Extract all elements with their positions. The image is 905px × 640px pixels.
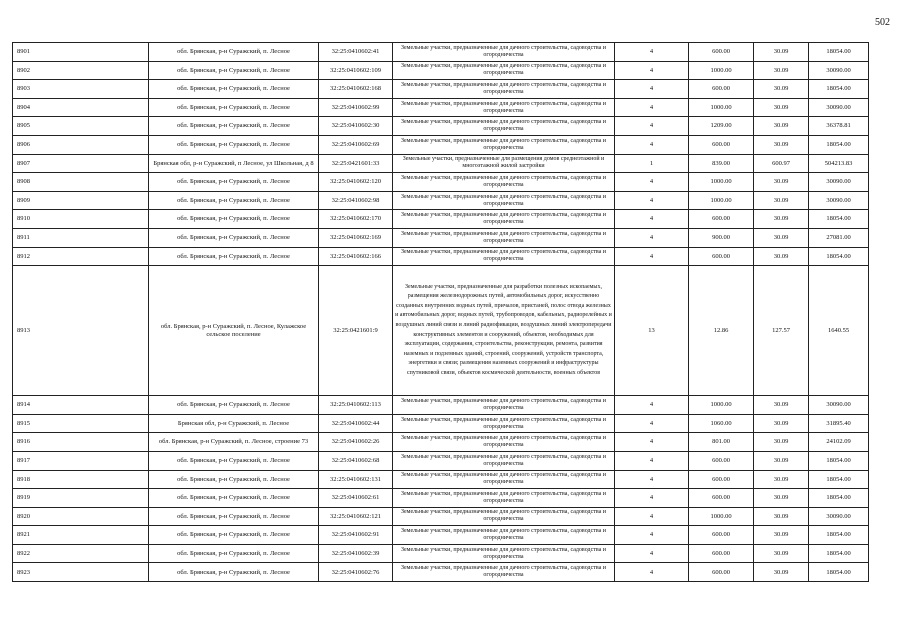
cadastral-value-cell: 30090.00: [809, 61, 869, 80]
cadastral-number-cell: 32:25:0410602:169: [319, 228, 393, 247]
row-number-cell: 8917: [13, 451, 149, 470]
area-cell: 1000.00: [689, 191, 754, 210]
row-number-cell: 8921: [13, 526, 149, 545]
group-code-cell: 4: [615, 247, 689, 266]
cadastral-value-cell: 30090.00: [809, 191, 869, 210]
group-code-cell: 4: [615, 489, 689, 508]
address-cell: обл. Брянская, р-н Суражский, п. Лесное: [149, 80, 319, 99]
rate-cell: 30.09: [754, 414, 809, 433]
address-cell: обл. Брянская, р-н Суражский, п. Лесное: [149, 507, 319, 526]
area-cell: 600.00: [689, 135, 754, 154]
row-number-cell: 8916: [13, 433, 149, 452]
group-code-cell: 4: [615, 173, 689, 192]
group-code-cell: 4: [615, 228, 689, 247]
land-purpose-cell: Земельные участки, предназначенные для разработки полезных ископаемых, размещения железнодорожных путей, автомобильных дорог, искусственно созданных внутренних водных путей, причалов, пристаней, полос отвода железных и автомобильных дорог, водных путей, трубопроводов, кабельных, радиорелейных и воздушных линий связи и линий радиофикации, воздушных линий электропередачи конструктивных элементов и сооружений, объектов, необходимых для эксплуатации, содержания, строительства, реконструкции, ремонта, развития наземных и подземных зданий, строений, сооружений, устройств транспорта, энергетики и связи; размещения наземных сооружений и инфраструктуры спутниковой связи, объектов космической деятельности, военных объектов: [393, 266, 615, 396]
cadastral-value-cell: 18054.00: [809, 451, 869, 470]
land-purpose-cell: Земельные участки, предназначенные для дачного строительства, садоводства и огородничества: [393, 396, 615, 415]
area-cell: 1000.00: [689, 396, 754, 415]
area-cell: 600.00: [689, 43, 754, 62]
address-cell: обл. Брянская, р-н Суражский, п. Лесное: [149, 228, 319, 247]
land-purpose-cell: Земельные участки, предназначенные для дачного строительства, садоводства и огородничества: [393, 191, 615, 210]
row-number-cell: 8923: [13, 563, 149, 582]
address-cell: Брянская обл, р-н Суражский, п. Лесное: [149, 414, 319, 433]
table-row: [13, 507, 869, 526]
area-cell: 1000.00: [689, 507, 754, 526]
address-cell: обл. Брянская, р-н Суражский, п. Лесное, Кулажское сельское поселение: [149, 266, 319, 396]
group-code-cell: 4: [615, 507, 689, 526]
group-code-cell: 4: [615, 135, 689, 154]
table-row: [13, 470, 869, 489]
land-purpose-cell: Земельные участки, предназначенные для дачного строительства, садоводства и огородничества: [393, 247, 615, 266]
group-code-cell: 1: [615, 154, 689, 173]
area-cell: 600.00: [689, 563, 754, 582]
rate-cell: 30.09: [754, 191, 809, 210]
area-cell: 1000.00: [689, 61, 754, 80]
area-cell: 600.00: [689, 451, 754, 470]
row-number-cell: 8911: [13, 228, 149, 247]
area-cell: 900.00: [689, 228, 754, 247]
cadastral-number-cell: 32:25:0410602:39: [319, 544, 393, 563]
table-row: [13, 191, 869, 210]
land-purpose-cell: Земельные участки, предназначенные для дачного строительства, садоводства и огородничества: [393, 507, 615, 526]
land-purpose-cell: Земельные участки, предназначенные для дачного строительства, садоводства и огородничества: [393, 451, 615, 470]
group-code-cell: 4: [615, 117, 689, 136]
land-purpose-cell: Земельные участки, предназначенные для дачного строительства, садоводства и огородничества: [393, 228, 615, 247]
cadastral-number-cell: 32:25:0410602:98: [319, 191, 393, 210]
cadastral-value-cell: 27081.00: [809, 228, 869, 247]
table-row: [13, 433, 869, 452]
rate-cell: 30.09: [754, 396, 809, 415]
area-cell: 600.00: [689, 544, 754, 563]
cadastral-number-cell: 32:25:0410602:121: [319, 507, 393, 526]
rate-cell: 30.09: [754, 489, 809, 508]
group-code-cell: 4: [615, 544, 689, 563]
row-number-cell: 8906: [13, 135, 149, 154]
cadastral-value-cell: 18054.00: [809, 80, 869, 99]
land-purpose-cell: Земельные участки, предназначенные для дачного строительства, садоводства и огородничества: [393, 414, 615, 433]
row-number-cell: 8913: [13, 266, 149, 396]
table-row: [13, 451, 869, 470]
cadastral-number-cell: 32:25:0410602:41: [319, 43, 393, 62]
cadastral-value-cell: 18054.00: [809, 544, 869, 563]
table-row: [13, 228, 869, 247]
address-cell: обл. Брянская, р-н Суражский, п. Лесное: [149, 135, 319, 154]
rate-cell: 30.09: [754, 507, 809, 526]
group-code-cell: 4: [615, 80, 689, 99]
area-cell: 801.00: [689, 433, 754, 452]
row-number-cell: 8920: [13, 507, 149, 526]
group-code-cell: 4: [615, 43, 689, 62]
land-purpose-cell: Земельные участки, предназначенные для дачного строительства, садоводства и огородничества: [393, 526, 615, 545]
table-row: [13, 80, 869, 99]
rate-cell: 30.09: [754, 451, 809, 470]
group-code-cell: 4: [615, 396, 689, 415]
table-row: [13, 396, 869, 415]
table-row: [13, 135, 869, 154]
group-code-cell: 4: [615, 470, 689, 489]
area-cell: 600.00: [689, 470, 754, 489]
cadastral-value-cell: 18054.00: [809, 489, 869, 508]
area-cell: 1000.00: [689, 173, 754, 192]
land-purpose-cell: Земельные участки, предназначенные для дачного строительства, садоводства и огородничества: [393, 489, 615, 508]
row-number-cell: 8918: [13, 470, 149, 489]
address-cell: обл. Брянская, р-н Суражский, п. Лесное: [149, 451, 319, 470]
address-cell: обл. Брянская, р-н Суражский, п. Лесное: [149, 544, 319, 563]
row-number-cell: 8915: [13, 414, 149, 433]
cadastral-value-cell: 31895.40: [809, 414, 869, 433]
rate-cell: 30.09: [754, 544, 809, 563]
row-number-cell: 8909: [13, 191, 149, 210]
table-row: [13, 61, 869, 80]
area-cell: 1209.00: [689, 117, 754, 136]
cadastral-number-cell: 32:25:0410602:170: [319, 210, 393, 229]
land-purpose-cell: Земельные участки, предназначенные для дачного строительства, садоводства и огородничества: [393, 61, 615, 80]
area-cell: 600.00: [689, 247, 754, 266]
rate-cell: 127.57: [754, 266, 809, 396]
cadastral-number-cell: 32:25:0410602:168: [319, 80, 393, 99]
cadastral-value-cell: 18054.00: [809, 210, 869, 229]
cadastral-number-cell: 32:25:0410602:76: [319, 563, 393, 582]
group-code-cell: 4: [615, 414, 689, 433]
rate-cell: 30.09: [754, 80, 809, 99]
row-number-cell: 8919: [13, 489, 149, 508]
row-number-cell: 8905: [13, 117, 149, 136]
rate-cell: 30.09: [754, 526, 809, 545]
group-code-cell: 4: [615, 526, 689, 545]
group-code-cell: 4: [615, 563, 689, 582]
land-purpose-cell: Земельные участки, предназначенные для размещения домов среднеэтажной и многоэтажной жилой застройки: [393, 154, 615, 173]
page-number: 502: [875, 17, 890, 28]
rate-cell: 30.09: [754, 470, 809, 489]
rate-cell: 30.09: [754, 117, 809, 136]
cadastral-value-cell: 504213.83: [809, 154, 869, 173]
table-row: [13, 154, 869, 173]
rate-cell: 30.09: [754, 61, 809, 80]
row-number-cell: 8914: [13, 396, 149, 415]
cadastral-number-cell: 32:25:0410602:166: [319, 247, 393, 266]
area-cell: 600.00: [689, 489, 754, 508]
rate-cell: 30.09: [754, 563, 809, 582]
address-cell: обл. Брянская, р-н Суражский, п. Лесное, строение 73: [149, 433, 319, 452]
area-cell: 1000.00: [689, 98, 754, 117]
row-number-cell: 8902: [13, 61, 149, 80]
address-cell: обл. Брянская, р-н Суражский, п. Лесное: [149, 61, 319, 80]
rate-cell: 30.09: [754, 173, 809, 192]
group-code-cell: 4: [615, 98, 689, 117]
cadastral-number-cell: 32:25:0410602:113: [319, 396, 393, 415]
address-cell: обл. Брянская, р-н Суражский, п. Лесное: [149, 210, 319, 229]
table-row: [13, 266, 869, 396]
address-cell: обл. Брянская, р-н Суражский, п. Лесное: [149, 563, 319, 582]
row-number-cell: 8908: [13, 173, 149, 192]
table-row: [13, 247, 869, 266]
land-purpose-cell: Земельные участки, предназначенные для дачного строительства, садоводства и огородничества: [393, 433, 615, 452]
cadastral-number-cell: 32:25:0410602:44: [319, 414, 393, 433]
group-code-cell: 4: [615, 210, 689, 229]
cadastral-number-cell: 32:25:0421601:33: [319, 154, 393, 173]
cadastral-value-cell: 18054.00: [809, 247, 869, 266]
land-purpose-cell: Земельные участки, предназначенные для дачного строительства, садоводства и огородничества: [393, 210, 615, 229]
table-row: [13, 210, 869, 229]
address-cell: обл. Брянская, р-н Суражский, п. Лесное: [149, 247, 319, 266]
group-code-cell: 4: [615, 451, 689, 470]
table-row: [13, 43, 869, 62]
rate-cell: 30.09: [754, 433, 809, 452]
rate-cell: 30.09: [754, 247, 809, 266]
rate-cell: 600.97: [754, 154, 809, 173]
land-purpose-cell: Земельные участки, предназначенные для дачного строительства, садоводства и огородничества: [393, 173, 615, 192]
cadastral-number-cell: 32:25:0410602:131: [319, 470, 393, 489]
row-number-cell: 8901: [13, 43, 149, 62]
cadastral-value-cell: 1640.55: [809, 266, 869, 396]
rate-cell: 30.09: [754, 135, 809, 154]
area-cell: 600.00: [689, 526, 754, 545]
area-cell: 1060.00: [689, 414, 754, 433]
rate-cell: 30.09: [754, 210, 809, 229]
rate-cell: 30.09: [754, 98, 809, 117]
cadastral-value-cell: 30090.00: [809, 173, 869, 192]
cadastral-value-cell: 24102.09: [809, 433, 869, 452]
land-purpose-cell: Земельные участки, предназначенные для дачного строительства, садоводства и огородничества: [393, 43, 615, 62]
cadastral-number-cell: 32:25:0410602:30: [319, 117, 393, 136]
rate-cell: 30.09: [754, 228, 809, 247]
cadastral-number-cell: 32:25:0410602:61: [319, 489, 393, 508]
cadastral-value-cell: 18054.00: [809, 470, 869, 489]
address-cell: Брянская обл, р-н Суражский, п Лесное, ул Школьная, д 8: [149, 154, 319, 173]
row-number-cell: 8904: [13, 98, 149, 117]
cadastral-value-cell: 18054.00: [809, 526, 869, 545]
rate-cell: 30.09: [754, 43, 809, 62]
table-row: [13, 117, 869, 136]
cadastral-value-cell: 30090.00: [809, 98, 869, 117]
table-row: [13, 98, 869, 117]
row-number-cell: 8912: [13, 247, 149, 266]
cadastral-number-cell: 32:25:0410602:120: [319, 173, 393, 192]
address-cell: обл. Брянская, р-н Суражский, п. Лесное: [149, 98, 319, 117]
table-row: [13, 544, 869, 563]
cadastral-number-cell: 32:25:0410602:99: [319, 98, 393, 117]
cadastral-number-cell: 32:25:0421601:9: [319, 266, 393, 396]
address-cell: обл. Брянская, р-н Суражский, п. Лесное: [149, 489, 319, 508]
cadastral-value-cell: 18054.00: [809, 563, 869, 582]
cadastral-number-cell: 32:25:0410602:91: [319, 526, 393, 545]
table-row: [13, 526, 869, 545]
cadastral-value-cell: 36378.81: [809, 117, 869, 136]
row-number-cell: 8922: [13, 544, 149, 563]
land-purpose-cell: Земельные участки, предназначенные для дачного строительства, садоводства и огородничества: [393, 80, 615, 99]
address-cell: обл. Брянская, р-н Суражский, п. Лесное: [149, 470, 319, 489]
address-cell: обл. Брянская, р-н Суражский, п. Лесное: [149, 43, 319, 62]
area-cell: 600.00: [689, 80, 754, 99]
land-purpose-cell: Земельные участки, предназначенные для дачного строительства, садоводства и огородничества: [393, 135, 615, 154]
table-row: [13, 563, 869, 582]
address-cell: обл. Брянская, р-н Суражский, п. Лесное: [149, 117, 319, 136]
group-code-cell: 4: [615, 191, 689, 210]
land-purpose-cell: Земельные участки, предназначенные для дачного строительства, садоводства и огородничества: [393, 563, 615, 582]
group-code-cell: 13: [615, 266, 689, 396]
group-code-cell: 4: [615, 61, 689, 80]
land-purpose-cell: Земельные участки, предназначенные для дачного строительства, садоводства и огородничества: [393, 470, 615, 489]
land-purpose-cell: Земельные участки, предназначенные для дачного строительства, садоводства и огородничества: [393, 98, 615, 117]
address-cell: обл. Брянская, р-н Суражский, п. Лесное: [149, 173, 319, 192]
land-purpose-cell: Земельные участки, предназначенные для дачного строительства, садоводства и огородничества: [393, 544, 615, 563]
land-purpose-cell: Земельные участки, предназначенные для дачного строительства, садоводства и огородничества: [393, 117, 615, 136]
address-cell: обл. Брянская, р-н Суражский, п. Лесное: [149, 396, 319, 415]
cadastral-number-cell: 32:25:0410602:69: [319, 135, 393, 154]
group-code-cell: 4: [615, 433, 689, 452]
row-number-cell: 8907: [13, 154, 149, 173]
cadastral-number-cell: 32:25:0410602:26: [319, 433, 393, 452]
cadastral-value-cell: 18054.00: [809, 43, 869, 62]
address-cell: обл. Брянская, р-н Суражский, п. Лесное: [149, 526, 319, 545]
area-cell: 12.86: [689, 266, 754, 396]
cadastral-value-cell: 30090.00: [809, 396, 869, 415]
table-row: [13, 489, 869, 508]
table-row: [13, 173, 869, 192]
cadastral-value-cell: 18054.00: [809, 135, 869, 154]
land-registry-table: [12, 42, 869, 582]
cadastral-number-cell: 32:25:0410602:109: [319, 61, 393, 80]
table-row: [13, 414, 869, 433]
cadastral-value-cell: 30090.00: [809, 507, 869, 526]
row-number-cell: 8903: [13, 80, 149, 99]
area-cell: 839.00: [689, 154, 754, 173]
area-cell: 600.00: [689, 210, 754, 229]
row-number-cell: 8910: [13, 210, 149, 229]
address-cell: обл. Брянская, р-н Суражский, п. Лесное: [149, 191, 319, 210]
cadastral-number-cell: 32:25:0410602:68: [319, 451, 393, 470]
